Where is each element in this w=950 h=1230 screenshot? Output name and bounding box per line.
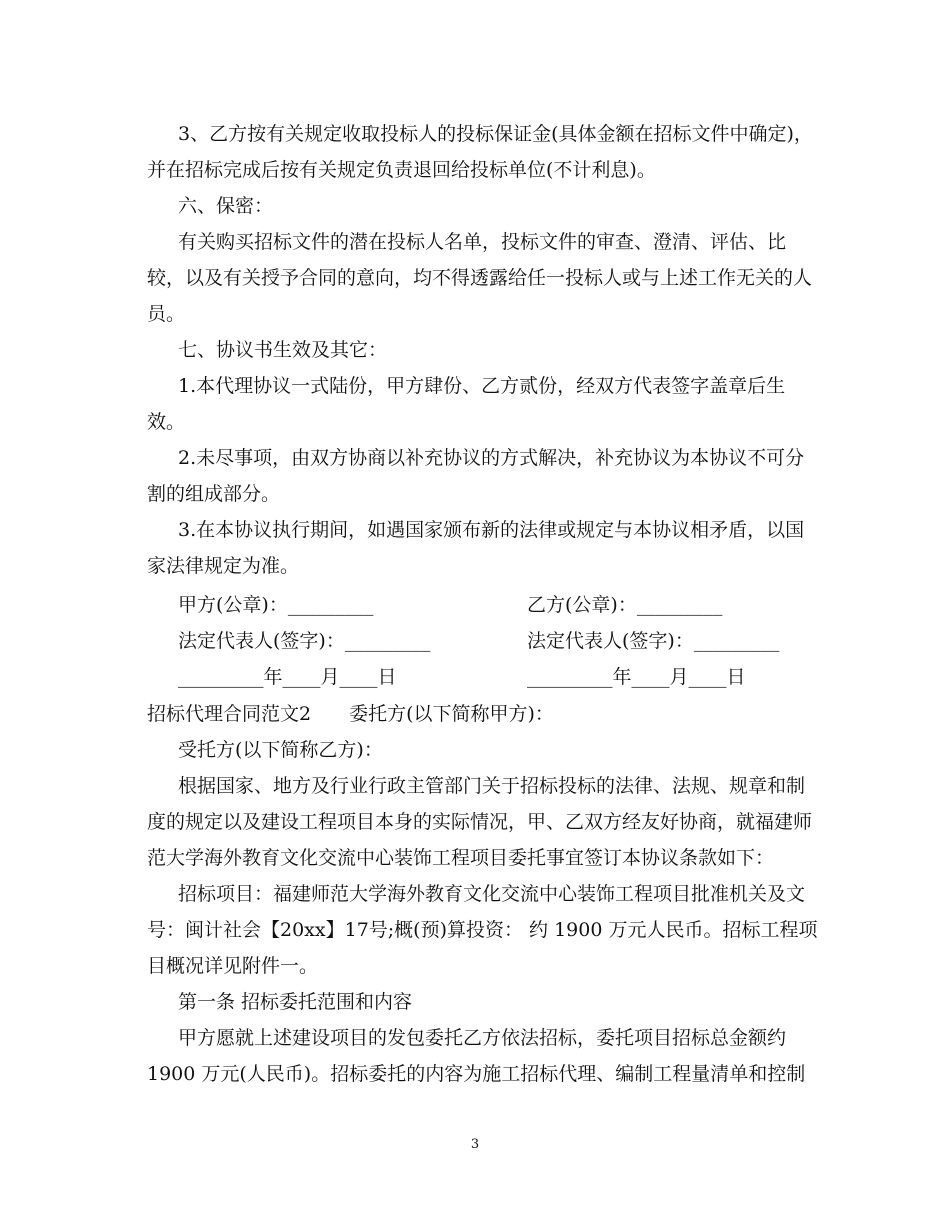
paragraph-line: 目概况详见附件一。 [147,955,319,977]
paragraph-line: 范大学海外教育文化交流中心装饰工程项目委托事宜签订本协议条款如下： [147,847,775,869]
paragraph-line: 度的规定以及建设工程项目本身的实际情况，甲、乙双方经友好协商，就福建师 [147,811,813,833]
paragraph-line: 3.在本协议执行期间，如遇国家颁布新的法律或规定与本协议相矛盾，以国 [178,519,805,541]
paragraph-line: 家法律规定为准。 [147,555,300,577]
paragraph-line: 3、乙方按有关规定收取投标人的投标保证金(具体金额在招标文件中确定)， [178,123,813,145]
paragraph-line: 1.本代理协议一式陆份，甲方肆份、乙方贰份，经双方代表签字盖章后生 [178,375,786,397]
paragraph-line: 并在招标完成后按有关规定负责退回给投标单位(不计利息)。 [147,159,656,181]
paragraph-line: 效。 [147,411,186,433]
paragraph-line: 2.未尽事项，由双方协商以补充协议的方式解决，补充协议为本协议不可分 [178,447,805,469]
party-b-date-field: _________年____月____日 [527,666,746,688]
page-number: 3 [470,1137,480,1152]
paragraph-line: 1900 万元(人民币)。招标委托的内容为施工招标代理、编制工程量清单和控制 [147,1063,806,1085]
paragraph-line: 受托方(以下简称乙方)： [178,739,383,761]
paragraph-line: 较，以及有关授予合同的意向，均不得透露给任一投标人或与上述工作无关的人 [147,267,813,289]
party-b-seal-field: 乙方(公章)：_________ [527,594,723,616]
paragraph-line: 甲方愿就上述建设项目的发包委托乙方依法招标，委托项目招标总金额约 [178,1027,787,1049]
contract-title-line: 招标代理合同范文2 委托方(以下简称甲方)： [147,703,554,725]
party-b-representative-field: 法定代表人(签字)：_________ [527,630,780,652]
paragraph-line: 有关购买招标文件的潜在投标人名单，投标文件的审查、澄清、评估、比 [178,231,787,253]
party-a-representative-field: 法定代表人(签字)：_________ [178,630,431,652]
party-a-seal-field: 甲方(公章)：_________ [178,594,374,616]
article-heading: 第一条 招标委托范围和内容 [178,991,413,1013]
paragraph-line: 号：闽计社会【20xx】17号;概(预)算投资： 约 1900 万元人民币。招标工程项 [147,919,818,941]
paragraph-line: 招标项目：福建师范大学海外教育文化交流中心装饰工程项目批准机关及文 [178,883,806,905]
section-heading-effectiveness: 七、协议书生效及其它： [178,339,388,361]
party-a-date-field: _________年____月____日 [178,666,397,688]
paragraph-line: 割的组成部分。 [147,483,281,505]
paragraph-line: 员。 [147,303,186,325]
paragraph-line: 根据国家、地方及行业行政主管部门关于招标投标的法律、法规、规章和制 [178,775,806,797]
section-heading-confidentiality: 六、保密： [178,195,274,217]
